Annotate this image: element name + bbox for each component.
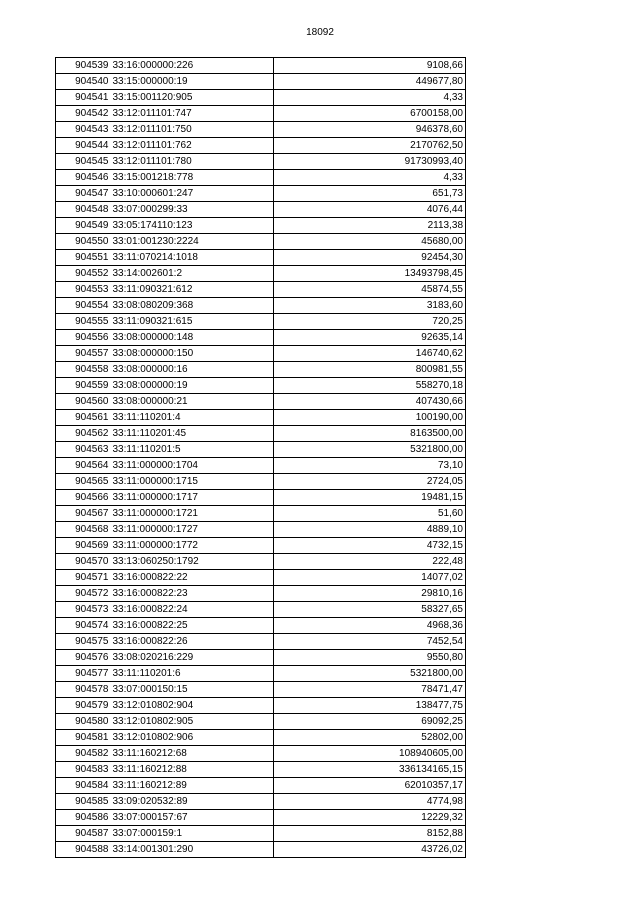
- value-cell: 946378,60: [274, 122, 466, 138]
- cadastral-code-cell: 33:14:001301:290: [111, 842, 274, 858]
- row-number-cell: 904567: [56, 506, 111, 522]
- value-cell: 4774,98: [274, 794, 466, 810]
- row-number-cell: 904553: [56, 282, 111, 298]
- value-cell: 2113,38: [274, 218, 466, 234]
- value-cell: 720,25: [274, 314, 466, 330]
- row-number-cell: 904540: [56, 74, 111, 90]
- cadastral-code-cell: 33:12:011101:747: [111, 106, 274, 122]
- row-number-cell: 904580: [56, 714, 111, 730]
- value-cell: 4732,15: [274, 538, 466, 554]
- value-cell: 3183,60: [274, 298, 466, 314]
- cadastral-code-cell: 33:16:000822:22: [111, 570, 274, 586]
- value-cell: 9550,80: [274, 650, 466, 666]
- table-row: [56, 522, 466, 538]
- row-number-cell: 904577: [56, 666, 111, 682]
- row-number-cell: 904573: [56, 602, 111, 618]
- table-row: [56, 554, 466, 570]
- value-cell: 2170762,50: [274, 138, 466, 154]
- row-number-cell: 904545: [56, 154, 111, 170]
- table-row: [56, 170, 466, 186]
- row-number-cell: 904542: [56, 106, 111, 122]
- value-cell: 2724,05: [274, 474, 466, 490]
- row-number-cell: 904588: [56, 842, 111, 858]
- row-number-cell: 904541: [56, 90, 111, 106]
- table-row: [56, 714, 466, 730]
- value-cell: 92635,14: [274, 330, 466, 346]
- cadastral-code-cell: 33:11:000000:1704: [111, 458, 274, 474]
- value-cell: 69092,25: [274, 714, 466, 730]
- table-row: [56, 602, 466, 618]
- table-row: [56, 842, 466, 858]
- table-row: [56, 154, 466, 170]
- table-row: [56, 778, 466, 794]
- row-number-cell: 904584: [56, 778, 111, 794]
- value-cell: 7452,54: [274, 634, 466, 650]
- value-cell: 4076,44: [274, 202, 466, 218]
- row-number-cell: 904579: [56, 698, 111, 714]
- table-row: [56, 186, 466, 202]
- cadastral-code-cell: 33:11:160212:88: [111, 762, 274, 778]
- table-row: [56, 570, 466, 586]
- cadastral-code-cell: 33:11:090321:615: [111, 314, 274, 330]
- cadastral-code-cell: 33:16:000000:226: [111, 58, 274, 74]
- cadastral-code-cell: 33:08:000000:148: [111, 330, 274, 346]
- cadastral-code-cell: 33:09:020532:89: [111, 794, 274, 810]
- cadastral-code-cell: 33:07:000159:1: [111, 826, 274, 842]
- table-row: [56, 682, 466, 698]
- row-number-cell: 904565: [56, 474, 111, 490]
- cadastral-code-cell: 33:08:000000:21: [111, 394, 274, 410]
- row-number-cell: 904547: [56, 186, 111, 202]
- cadastral-code-cell: 33:11:160212:89: [111, 778, 274, 794]
- row-number-cell: 904585: [56, 794, 111, 810]
- row-number-cell: 904572: [56, 586, 111, 602]
- value-cell: 8163500,00: [274, 426, 466, 442]
- value-cell: 45874,55: [274, 282, 466, 298]
- table-row: [56, 458, 466, 474]
- value-cell: 449677,80: [274, 74, 466, 90]
- table-row: [56, 58, 466, 74]
- row-number-cell: 904559: [56, 378, 111, 394]
- data-table: [55, 57, 466, 858]
- row-number-cell: 904578: [56, 682, 111, 698]
- table-row: [56, 474, 466, 490]
- cadastral-code-cell: 33:11:160212:68: [111, 746, 274, 762]
- table-row: [56, 698, 466, 714]
- table-row: [56, 762, 466, 778]
- table-row: [56, 538, 466, 554]
- value-cell: 43726,02: [274, 842, 466, 858]
- table-row: [56, 362, 466, 378]
- cadastral-code-cell: 33:12:011101:750: [111, 122, 274, 138]
- value-cell: 4,33: [274, 90, 466, 106]
- value-cell: 52802,00: [274, 730, 466, 746]
- value-cell: 92454,30: [274, 250, 466, 266]
- table-row: [56, 810, 466, 826]
- cadastral-code-cell: 33:05:174110:123: [111, 218, 274, 234]
- value-cell: 58327,65: [274, 602, 466, 618]
- cadastral-code-cell: 33:07:000299:33: [111, 202, 274, 218]
- table-row: [56, 74, 466, 90]
- cadastral-code-cell: 33:16:000822:25: [111, 618, 274, 634]
- row-number-cell: 904571: [56, 570, 111, 586]
- table-row: [56, 826, 466, 842]
- table-row: [56, 234, 466, 250]
- row-number-cell: 904558: [56, 362, 111, 378]
- cadastral-code-cell: 33:15:000000:19: [111, 74, 274, 90]
- cadastral-code-cell: 33:11:000000:1717: [111, 490, 274, 506]
- row-number-cell: 904563: [56, 442, 111, 458]
- table-row: [56, 378, 466, 394]
- cadastral-code-cell: 33:15:001120:905: [111, 90, 274, 106]
- cadastral-code-cell: 33:16:000822:26: [111, 634, 274, 650]
- cadastral-code-cell: 33:08:000000:150: [111, 346, 274, 362]
- row-number-cell: 904566: [56, 490, 111, 506]
- row-number-cell: 904561: [56, 410, 111, 426]
- cadastral-code-cell: 33:01:001230:2224: [111, 234, 274, 250]
- cadastral-code-cell: 33:07:000150:15: [111, 682, 274, 698]
- table-row: [56, 106, 466, 122]
- value-cell: 8152,88: [274, 826, 466, 842]
- row-number-cell: 904586: [56, 810, 111, 826]
- table-row: [56, 410, 466, 426]
- row-number-cell: 904581: [56, 730, 111, 746]
- value-cell: 100190,00: [274, 410, 466, 426]
- table-row: [56, 202, 466, 218]
- cadastral-code-cell: 33:11:000000:1721: [111, 506, 274, 522]
- table-row: [56, 138, 466, 154]
- cadastral-code-cell: 33:11:070214:1018: [111, 250, 274, 266]
- table-row: [56, 618, 466, 634]
- table-row: [56, 218, 466, 234]
- value-cell: 5321800,00: [274, 666, 466, 682]
- table-body: [56, 58, 466, 858]
- row-number-cell: 904539: [56, 58, 111, 74]
- row-number-cell: 904544: [56, 138, 111, 154]
- row-number-cell: 904550: [56, 234, 111, 250]
- value-cell: 146740,62: [274, 346, 466, 362]
- value-cell: 62010357,17: [274, 778, 466, 794]
- value-cell: 800981,55: [274, 362, 466, 378]
- cadastral-code-cell: 33:13:060250:1792: [111, 554, 274, 570]
- row-number-cell: 904582: [56, 746, 111, 762]
- row-number-cell: 904583: [56, 762, 111, 778]
- cadastral-code-cell: 33:12:010802:905: [111, 714, 274, 730]
- cadastral-code-cell: 33:08:020216:229: [111, 650, 274, 666]
- value-cell: 45680,00: [274, 234, 466, 250]
- table-row: [56, 794, 466, 810]
- cadastral-code-cell: 33:11:110201:45: [111, 426, 274, 442]
- value-cell: 12229,32: [274, 810, 466, 826]
- cadastral-code-cell: 33:12:011101:780: [111, 154, 274, 170]
- value-cell: 4889,10: [274, 522, 466, 538]
- row-number-cell: 904568: [56, 522, 111, 538]
- table-row: [56, 730, 466, 746]
- value-cell: 9108,66: [274, 58, 466, 74]
- row-number-cell: 904549: [56, 218, 111, 234]
- value-cell: 222,48: [274, 554, 466, 570]
- row-number-cell: 904554: [56, 298, 111, 314]
- cadastral-code-cell: 33:08:080209:368: [111, 298, 274, 314]
- cadastral-code-cell: 33:11:000000:1772: [111, 538, 274, 554]
- cadastral-code-cell: 33:10:000601:247: [111, 186, 274, 202]
- table-row: [56, 746, 466, 762]
- value-cell: 91730993,40: [274, 154, 466, 170]
- value-cell: 336134165,15: [274, 762, 466, 778]
- value-cell: 19481,15: [274, 490, 466, 506]
- cadastral-code-cell: 33:08:000000:16: [111, 362, 274, 378]
- row-number-cell: 904557: [56, 346, 111, 362]
- row-number-cell: 904543: [56, 122, 111, 138]
- cadastral-code-cell: 33:11:110201:5: [111, 442, 274, 458]
- value-cell: 6700158,00: [274, 106, 466, 122]
- cadastral-code-cell: 33:11:110201:4: [111, 410, 274, 426]
- row-number-cell: 904552: [56, 266, 111, 282]
- value-cell: 108940605,00: [274, 746, 466, 762]
- page-number: 18092: [306, 27, 334, 38]
- table-row: [56, 122, 466, 138]
- cadastral-code-cell: 33:15:001218:778: [111, 170, 274, 186]
- value-cell: 4,33: [274, 170, 466, 186]
- cadastral-code-cell: 33:11:000000:1727: [111, 522, 274, 538]
- table-row: [56, 506, 466, 522]
- row-number-cell: 904548: [56, 202, 111, 218]
- row-number-cell: 904556: [56, 330, 111, 346]
- cadastral-code-cell: 33:08:000000:19: [111, 378, 274, 394]
- row-number-cell: 904562: [56, 426, 111, 442]
- cadastral-code-cell: 33:16:000822:23: [111, 586, 274, 602]
- table-row: [56, 90, 466, 106]
- row-number-cell: 904555: [56, 314, 111, 330]
- cadastral-code-cell: 33:11:110201:6: [111, 666, 274, 682]
- row-number-cell: 904569: [56, 538, 111, 554]
- value-cell: 29810,16: [274, 586, 466, 602]
- value-cell: 78471,47: [274, 682, 466, 698]
- value-cell: 4968,36: [274, 618, 466, 634]
- cadastral-code-cell: 33:12:010802:906: [111, 730, 274, 746]
- table-row: [56, 666, 466, 682]
- row-number-cell: 904564: [56, 458, 111, 474]
- cadastral-code-cell: 33:11:000000:1715: [111, 474, 274, 490]
- value-cell: 558270,18: [274, 378, 466, 394]
- table-row: [56, 346, 466, 362]
- table-row: [56, 586, 466, 602]
- value-cell: 13493798,45: [274, 266, 466, 282]
- cadastral-code-cell: 33:11:090321:612: [111, 282, 274, 298]
- table-row: [56, 490, 466, 506]
- value-cell: 138477,75: [274, 698, 466, 714]
- row-number-cell: 904570: [56, 554, 111, 570]
- table-row: [56, 394, 466, 410]
- table-row: [56, 266, 466, 282]
- table-row: [56, 650, 466, 666]
- cadastral-code-cell: 33:12:011101:762: [111, 138, 274, 154]
- table-row: [56, 634, 466, 650]
- table-row: [56, 442, 466, 458]
- table-row: [56, 426, 466, 442]
- row-number-cell: 904546: [56, 170, 111, 186]
- table-row: [56, 282, 466, 298]
- table-row: [56, 330, 466, 346]
- value-cell: 407430,66: [274, 394, 466, 410]
- value-cell: 5321800,00: [274, 442, 466, 458]
- table-row: [56, 298, 466, 314]
- value-cell: 14077,02: [274, 570, 466, 586]
- cadastral-code-cell: 33:16:000822:24: [111, 602, 274, 618]
- row-number-cell: 904587: [56, 826, 111, 842]
- row-number-cell: 904560: [56, 394, 111, 410]
- row-number-cell: 904575: [56, 634, 111, 650]
- cadastral-code-cell: 33:14:002601:2: [111, 266, 274, 282]
- table-row: [56, 250, 466, 266]
- cadastral-code-cell: 33:07:000157:67: [111, 810, 274, 826]
- value-cell: 51,60: [274, 506, 466, 522]
- table-row: [56, 314, 466, 330]
- cadastral-code-cell: 33:12:010802:904: [111, 698, 274, 714]
- row-number-cell: 904574: [56, 618, 111, 634]
- row-number-cell: 904551: [56, 250, 111, 266]
- value-cell: 651,73: [274, 186, 466, 202]
- value-cell: 73,10: [274, 458, 466, 474]
- row-number-cell: 904576: [56, 650, 111, 666]
